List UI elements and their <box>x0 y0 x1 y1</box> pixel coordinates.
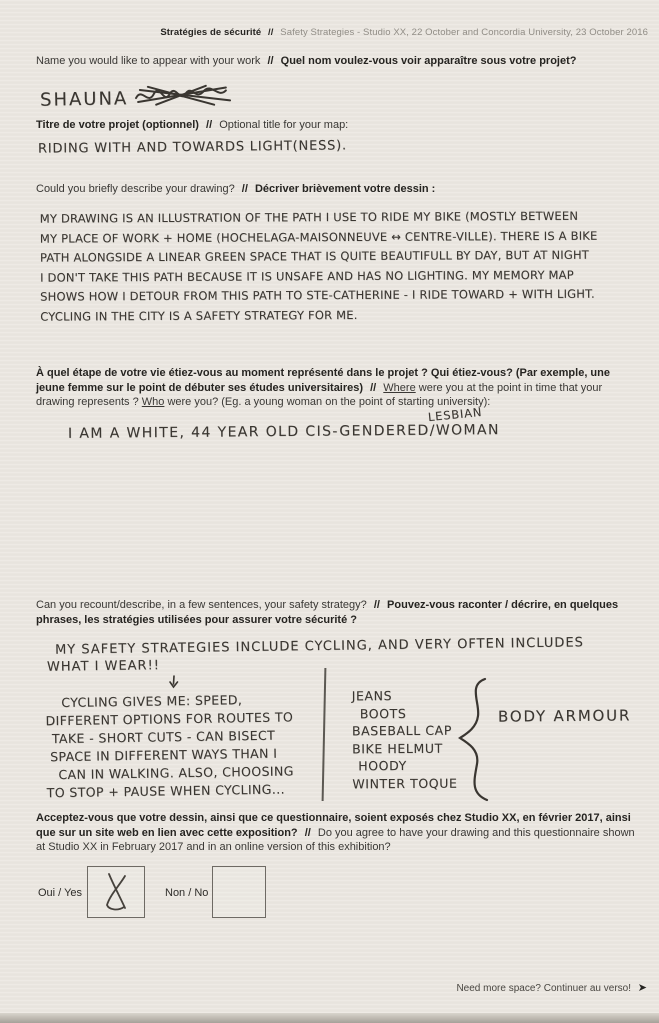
question-name <box>36 54 636 69</box>
drawing-description-answer <box>40 206 659 326</box>
answer-line: MY DRAWING IS AN ILLUSTRATION OF THE PATH I USE TO RIDE MY BIKE (MOSTLY BETWEEN <box>39 208 579 226</box>
footer-text: Need more space? Continuer au verso! <box>456 983 631 994</box>
question-name-fr: Quel nom voulez-vous voir apparaître sous votre projet? <box>280 55 577 67</box>
answer-line: CAN IN WALKING. ALSO, CHOOSING <box>58 763 294 783</box>
question-title-separator: // <box>206 119 213 131</box>
name-answer <box>40 82 239 110</box>
question-name-en: Name you would like to appear with your work <box>36 55 261 67</box>
answer-line: PATH ALONGSIDE A LINEAR GREEN SPACE THAT IS QUITE BEAUTIFULL BY DAY, BUT AT NIGHT <box>39 247 590 265</box>
cycling-notes-column <box>45 690 337 803</box>
safety-answer-line: WHAT I WEAR!! <box>46 658 161 675</box>
arrow-down-icon <box>168 675 180 690</box>
answer-line: I DON'T TAKE THIS PATH BECAUSE IT IS UNSAFE AND HAS NO LIGHTING. MY MEMORY MAP <box>40 267 574 285</box>
page-header <box>160 27 648 38</box>
life-stage-answer <box>67 404 500 442</box>
answer-line: CYCLING IN THE CITY IS A SAFETY STRATEGY FOR ME. <box>40 307 358 324</box>
header-separator: // <box>268 27 274 38</box>
clothing-list <box>352 687 458 793</box>
yes-checkbox[interactable] <box>87 866 145 918</box>
curly-brace-icon <box>455 676 497 804</box>
list-item: BOOTS <box>359 705 407 721</box>
answer-line: TAKE - SHORT CUTS - CAN BISECT <box>51 727 276 747</box>
list-item: WINTER TOQUE <box>352 775 458 791</box>
life-stage-answer-pre: I AM A WHITE, 44 YEAR OLD CIS-GENDERED/ <box>67 422 436 442</box>
life-stage-answer-post: WOMAN <box>435 422 500 439</box>
footer-note <box>456 981 647 994</box>
answer-line: TO STOP + PAUSE WHEN CYCLING... <box>46 781 286 801</box>
question-life-stage-en-who: Who <box>141 396 165 408</box>
name-answer-text: SHAUNA <box>39 88 129 111</box>
question-safety-en: Can you recount/describe, in a few sentences, your safety strategy? <box>36 599 367 611</box>
question-life-stage-en-where: Where <box>383 381 416 394</box>
question-life-stage-en-end: were you? (Eg. a young woman on the point of starting university): <box>164 396 491 408</box>
question-consent-en: Do you agree to have your drawing and this questionnaire shown at Studio XX in February 2017 and in an online version of this exhibition? <box>36 826 635 853</box>
question-describe-fr: Décriver brièvement votre dessin : <box>254 183 436 195</box>
list-item: BIKE HELMUT <box>352 740 443 756</box>
question-title <box>36 118 636 133</box>
answer-line: MY PLACE OF WORK + HOME (HOCHELAGA-MAISONNEUVE ↔ CENTRE-VILLE). THERE IS A BIKE <box>39 228 598 246</box>
question-consent-fr: Acceptez-vous que votre dessin, ainsi que ce questionnaire, soient exposés chez Studio XX, en février 2017, ainsi que sur un site web en lien avec cette exposition? <box>36 812 631 839</box>
question-life-stage-en-mid: were you at the point in time that your drawing represents ? <box>36 381 603 408</box>
answer-line: SPACE IN DIFFERENT WAYS THAN I <box>50 745 278 765</box>
safety-answer-line: MY SAFETY STRATEGIES INCLUDE CYCLING, AND VERY OFTEN INCLUDES <box>54 635 584 658</box>
header-title-fr: Stratégies de sécurité <box>160 27 262 38</box>
header-title-en: Safety Strategies - Studio XX, 22 October and Concordia University, 23 October 2016 <box>280 27 648 38</box>
question-consent <box>36 811 642 855</box>
question-title-en: Optional title for your map: <box>219 119 349 131</box>
question-life-stage-separator: // <box>370 381 377 394</box>
question-life-stage-fr: À quel étape de votre vie étiez-vous au moment représenté dans le projet ? Qui étiez-vous? (Par exemple, une jeune femme sur le point de débuter ses études universitaires) <box>36 367 610 394</box>
question-describe-separator: // <box>241 183 248 195</box>
list-item: BASEBALL CAP <box>351 722 453 739</box>
brace-label: BODY ARMOUR <box>497 706 632 726</box>
question-consent-separator: // <box>304 826 311 839</box>
answer-line: CYCLING GIVES ME: SPEED, <box>61 692 243 711</box>
question-describe <box>36 182 636 197</box>
question-name-separator: // <box>267 55 274 67</box>
answer-line: SHOWS HOW I DETOUR FROM THIS PATH TO STE-CATHERINE - I RIDE TOWARD + WITH LIGHT. <box>40 286 595 304</box>
scan-edge-shadow <box>0 1013 659 1023</box>
question-title-fr: Titre de votre projet (optionnel) <box>36 119 199 131</box>
yes-label: Oui / Yes <box>38 887 83 899</box>
handwritten-x-mark-icon <box>98 871 134 913</box>
scribbled-out-surname <box>134 82 238 108</box>
no-label: Non / No <box>165 887 209 899</box>
question-safety-separator: // <box>373 599 380 611</box>
answer-line: DIFFERENT OPTIONS FOR ROUTES TO <box>45 709 294 729</box>
question-describe-en: Could you briefly describe your drawing? <box>36 183 235 195</box>
list-item: JEANS <box>351 688 393 704</box>
project-title-answer: RIDING WITH AND TOWARDS LIGHT(NESS). <box>37 138 348 157</box>
list-item: HOODY <box>358 757 407 774</box>
question-life-stage <box>36 366 630 410</box>
no-checkbox[interactable] <box>212 866 266 918</box>
inserted-word: LESBIAN <box>427 404 483 425</box>
arrow-right-icon: ➤ <box>637 982 647 994</box>
question-safety-strategy <box>36 598 642 627</box>
question-safety-fr: Pouvez-vous raconter / décrire, en quelques phrases, les stratégies utilisées pour assurer votre sécurité ? <box>36 599 619 626</box>
